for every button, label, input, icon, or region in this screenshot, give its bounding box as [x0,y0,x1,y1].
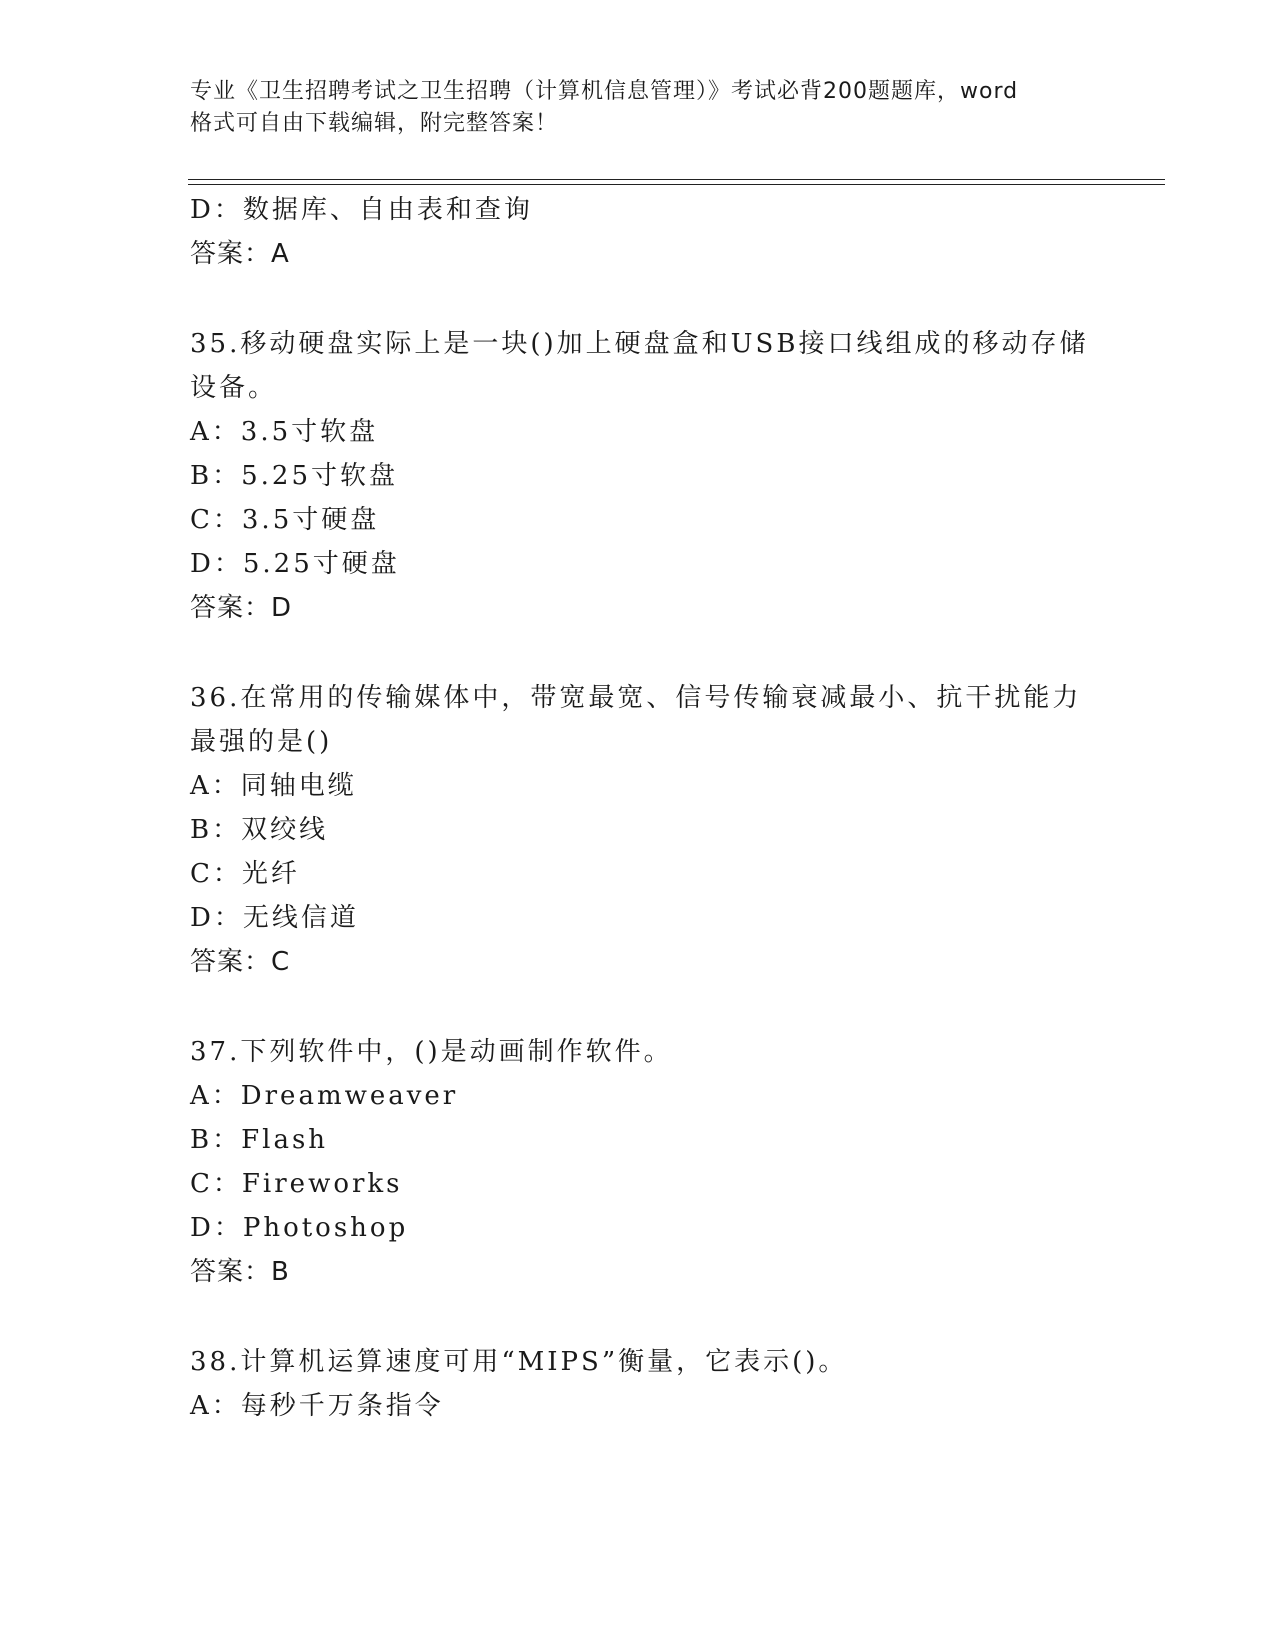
q36-option-c: C：光纤 [190,859,300,889]
q36-option-b: B：双绞线 [190,815,329,845]
q37-question: 37.下列软件中，()是动画制作软件。 [190,1037,673,1067]
q35-option-c: C：3.5寸硬盘 [190,505,380,535]
q35-answer: 答案：D [190,593,293,623]
q37-answer: 答案：B [190,1257,290,1287]
q36-option-a: A：同轴电缆 [190,771,357,801]
q35-question-line-1: 35.移动硬盘实际上是一块()加上硬盘盒和USB接口线组成的移动存储 [190,329,1089,359]
q37-option-b: B：Flash [190,1125,329,1155]
q36-question-line-2: 最强的是() [190,727,333,757]
header-divider-top [188,179,1165,180]
q37-option-d: D：Photoshop [190,1213,409,1243]
q37-option-a: A：Dreamweaver [190,1081,459,1111]
q36-option-d: D：无线信道 [190,903,359,933]
q35-question-line-2: 设备。 [190,373,278,403]
header-divider-bottom [188,184,1165,185]
header-line-1: 专业《卫生招聘考试之卫生招聘（计算机信息管理）》考试必背200题题库，word [190,79,1019,104]
q34-answer: 答案：A [190,239,290,269]
q35-option-d: D：5.25寸硬盘 [190,549,400,579]
header-line-2: 格式可自由下载编辑，附完整答案！ [190,111,559,136]
q37-option-c: C：Fireworks [190,1169,403,1199]
document-header [190,76,1110,140]
q35-option-a: A：3.5寸软盘 [190,417,379,447]
q38-question: 38.计算机运算速度可用“MIPS”衡量，它表示()。 [190,1347,848,1377]
q34-option-d: D：数据库、自由表和查询 [190,195,533,225]
q36-question-line-1: 36.在常用的传输媒体中，带宽最宽、信号传输衰减最小、抗干扰能力 [190,683,1082,713]
q38-option-a: A：每秒千万条指令 [190,1391,444,1421]
q35-option-b: B：5.25寸软盘 [190,461,398,491]
q36-answer: 答案：C [190,947,291,977]
